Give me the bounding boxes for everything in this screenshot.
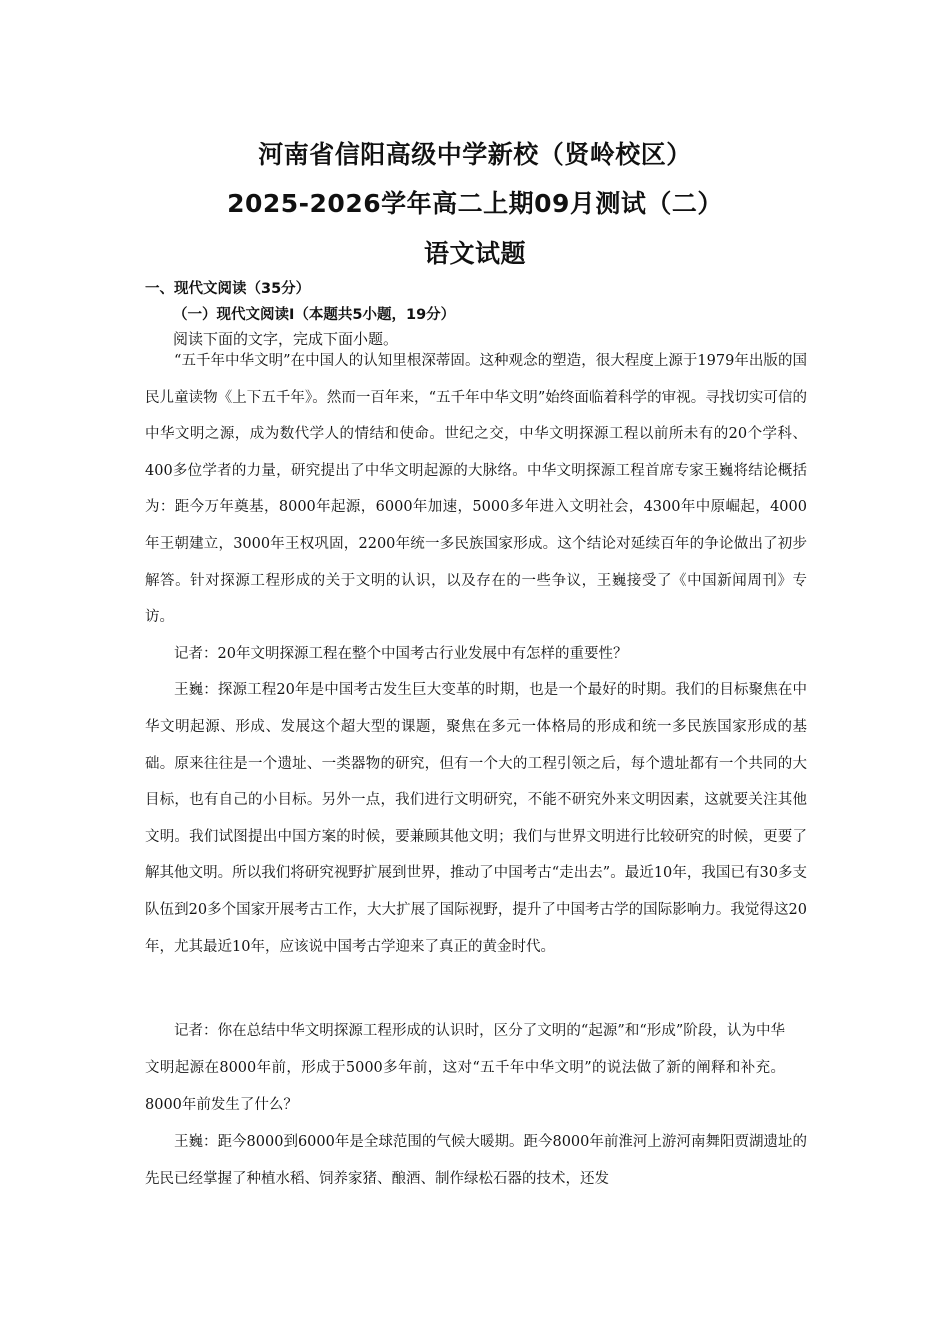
passage-paragraph-answer-2: 王巍：距今8000到6000年是全球范围的气候大暖期。距今8000年前淮河上游河南舞阳贾湖遗址的先民已经掌握了种植水稻、饲养家猪、酿酒、制作绿松石器的技术，还发	[145, 1134, 807, 1187]
reading-instruction: 阅读下面的文字，完成下面小题。	[173, 330, 399, 348]
subject-title: 语文试题	[423, 239, 526, 268]
passage-paragraph-intro: “五千年中华文明”在中国人的认知里根深蒂固。这种观念的塑造，很大程度上源于1979年出版的国民儿童读物《上下五千年》。然而一百年来，“五千年中华文明”始终面临着科学的审视。寻找切实可信的中华文明之源，成为数代学人的情结和使命。世纪之交，中华文明探源工程以前所未有的20个学科、400多位学者的力量，研究提出了中华文明起源的大脉络。中华文明探源工程首席专家王巍将结论概括为：距今万年奠基，8000年起源，6000年加速，5000多年进入文明社会，4300年中原崛起，4000年王朝建立，3000年王权巩固，2200年统一多民族国家形成。这个结论对延续百年的争论做出了初步解答。针对探源工程形成的关于文明的认识，以及存在的一些争议，王巍接受了《中国新闻周刊》专访。	[145, 353, 807, 626]
passage-paragraph-question-1: 记者：20年文明探源工程在整个中国考古行业发展中有怎样的重要性？	[174, 645, 628, 662]
passage-paragraph-answer-1: 王巍：探源工程20年是中国考古发生巨大变革的时期，也是一个最好的时期。我们的目标聚焦在中华文明起源、形成、发展这个超大型的课题，聚焦在多元一体格局的形成和统一多民族国家形成的基础。原来往往是一个遗址、一类器物的研究，但有一个大的工程引领之后，每个遗址都有一个共同的大目标，也有自己的小目标。另外一点，我们进行文明研究，不能不研究外来文明因素，这就要关注其他文明。我们试图提出中国方案的时候，要兼顾其他文明；我们与世界文明进行比较研究的时候，更要了解其他文明。所以我们将研究视野扩展到世界，推动了中国考古“走出去”。最近10年，我国已有30多支队伍到20多个国家开展考古工作，大大扩展了国际视野，提升了中国考古学的国际影响力。我觉得这20年，尤其最近10年，应该说中国考古学迎来了真正的黄金时代。	[145, 682, 807, 955]
subsection-heading: （一）现代文阅读Ⅰ（本题共5小题，19分）	[173, 307, 456, 323]
exam-title: 2025-2026学年高二上期09月测试（二）	[227, 189, 723, 218]
passage-block-3	[145, 1124, 807, 1197]
passage-block-2	[145, 1013, 785, 1124]
passage-block-1	[145, 343, 807, 965]
passage-paragraph-question-2: 记者：你在总结中华文明探源工程形成的认识时，区分了文明的“起源”和“形成”阶段，认为中华文明起源在8000年前，形成于5000多年前，这对“五千年中华文明”的说法做了新的阐释和补充。8000年前发生了什么？	[145, 1023, 786, 1113]
section-heading: 一、现代文阅读（35分）	[145, 281, 311, 297]
school-title: 河南省信阳高级中学新校（贤岭校区）	[258, 140, 692, 169]
